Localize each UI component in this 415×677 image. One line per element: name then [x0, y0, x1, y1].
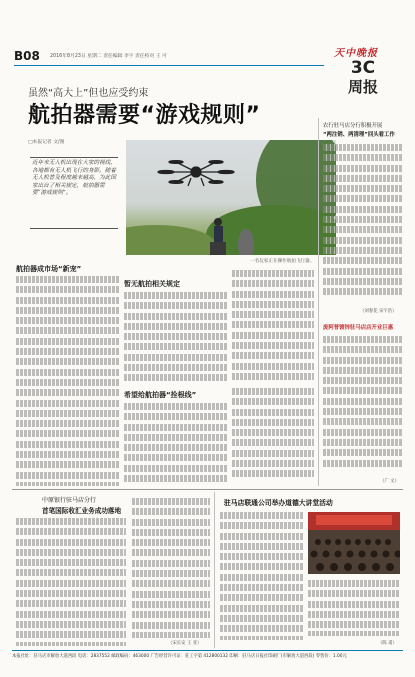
- section-body-1: [16, 276, 120, 486]
- page-meta: 2016年8月23日 星期二 责任编辑 李宇 责任校对 王 可: [50, 54, 167, 59]
- lead-byline: □本报记者 文/图: [28, 140, 65, 145]
- lead-photo-caption: 一名玩家正在操作航拍飞行器。: [250, 259, 315, 264]
- section-sub: 周报: [347, 78, 378, 96]
- side1-kicker: 农行驻马店分行积极开展: [323, 123, 383, 129]
- lead-photo: [126, 140, 336, 255]
- bottom-left-body-2: [132, 498, 210, 638]
- bottom-separator: [12, 489, 403, 490]
- side1-signature: （刘春花 宋宇浩）: [360, 309, 397, 314]
- section-body-3a: [124, 403, 228, 485]
- logo: 天中晚报: [334, 48, 378, 59]
- lecture-hall-illustration: [308, 512, 400, 574]
- bottom-right-title: 驻马店联通公司举办道德大讲堂活动: [224, 499, 333, 507]
- bottom-right-signature: （陈 甫）: [378, 641, 397, 646]
- bottom-left-title: 首笔国际收汇业务成功落地: [42, 507, 122, 515]
- section-badge: [340, 58, 386, 98]
- side2-body: [323, 336, 403, 476]
- side2-title: 废阿普镀锌驻马店店开业巨惠: [323, 325, 394, 331]
- auditorium-photo: [308, 512, 400, 574]
- side1-body: [323, 144, 403, 300]
- bottom-right-body-2: [308, 580, 400, 636]
- lead-intro: [30, 157, 118, 229]
- section-label: 3C: [350, 58, 376, 78]
- lead-headline: 航拍器需要“游戏规则”: [28, 103, 261, 128]
- section-body-2a: [124, 292, 228, 384]
- side2-signature: （广 文）: [380, 479, 399, 484]
- bottom-right-body: [220, 512, 304, 640]
- lead-kicker: 虽然“高大上”但也应受约束: [28, 88, 149, 99]
- section-body-2b: [232, 270, 314, 384]
- bottom-left-signature: （宋长安 王 亚）: [168, 641, 202, 646]
- section-body-3b: [232, 388, 314, 485]
- footer-rule: [12, 650, 403, 651]
- section-heading-1: 航拍器成市场“新宠”: [16, 265, 82, 273]
- page-code: B08: [14, 49, 40, 63]
- bottom-left-body: [16, 518, 126, 646]
- header-rule: [14, 65, 324, 66]
- lead-intro-text: 近年来无人机出现在大家的视线，各地都有无人机飞行的身影。随着无人机普及程度越来越高，为此国家出台了相关规定，航拍器需要“游戏规则”。: [32, 160, 116, 197]
- column-divider: [318, 118, 319, 486]
- section-heading-3: 希望给航拍器“拴根线”: [124, 391, 197, 399]
- bottom-column-divider: [214, 492, 215, 648]
- section-heading-2: 暂无航拍相关规定: [124, 280, 180, 288]
- bottom-left-kicker: 中原银行驻马店分行: [42, 497, 97, 504]
- drone-scene-illustration: [126, 140, 336, 255]
- side1-title: “两注销、两清理”回头看工作: [323, 132, 395, 138]
- footer-text: 本报社址：驻马店市解放大道西段 电话：2837552 邮政编码：463000 广告经营许可证：驻工字第 412800132 印刷：驻马店日报社印刷厂(市解放大道西段) 零售价：1.00元: [12, 654, 347, 659]
